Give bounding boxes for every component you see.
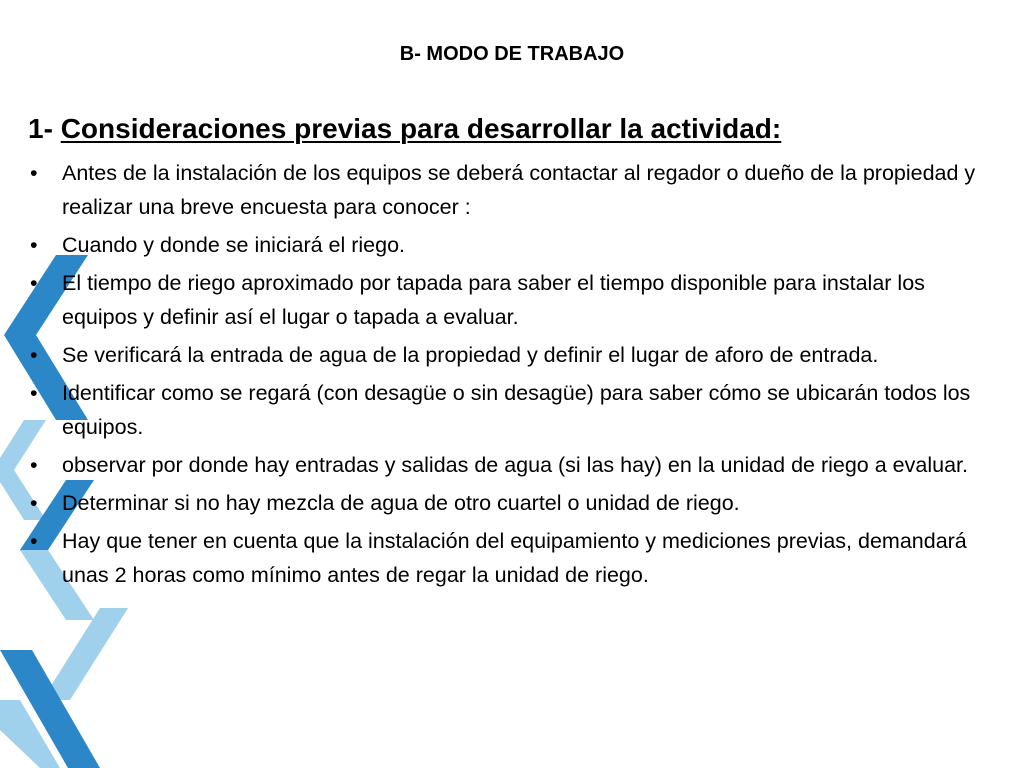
list-item xyxy=(28,266,1003,334)
list-item-text: Hay que tener en cuenta que la instalación del equipamiento y mediciones previas, demandará unas 2 horas como mínimo antes de regar la unidad de riego. xyxy=(62,529,967,587)
list-item-text: Se verificará la entrada de agua de la propiedad y definir el lugar de aforo de entrada. xyxy=(62,343,879,367)
slide-header-title: B- MODO DE TRABAJO xyxy=(399,43,625,65)
section-title-text: Consideraciones previas para desarrollar la actividad: xyxy=(60,113,782,144)
list-item-text: Antes de la instalación de los equipos se deberá contactar al regador o dueño de la propiedad y realizar una breve encuesta para conocer : xyxy=(62,161,976,219)
bullet-marker: • xyxy=(30,529,38,553)
bullet-marker: • xyxy=(30,491,38,515)
list-item-text: Cuando y donde se iniciará el riego. xyxy=(62,233,406,257)
list-item xyxy=(28,338,1003,372)
bullet-marker: • xyxy=(30,161,38,185)
section-heading xyxy=(28,111,781,147)
list-item xyxy=(28,156,1003,224)
bullet-marker: • xyxy=(30,381,38,405)
bullet-marker: • xyxy=(30,271,38,295)
list-item xyxy=(28,486,1003,520)
bullet-marker: • xyxy=(30,453,38,477)
list-item-text: observar por donde hay entradas y salidas de agua (si las hay) en la unidad de riego a evaluar. xyxy=(62,453,968,477)
bullet-list xyxy=(28,156,1003,596)
list-item-text: Identificar como se regará (con desagüe o sin desagüe) para saber cómo se ubicarán todos los equipos. xyxy=(62,381,971,439)
list-item-text: Determinar si no hay mezcla de agua de otro cuartel o unidad de riego. xyxy=(62,491,740,515)
list-item xyxy=(28,376,1003,444)
bullet-marker: • xyxy=(30,343,38,367)
list-item xyxy=(28,228,1003,262)
list-item xyxy=(28,448,1003,482)
list-item xyxy=(28,524,1003,592)
section-number: 1- xyxy=(28,113,61,144)
list-item-text: El tiempo de riego aproximado por tapada para saber el tiempo disponible para instalar los equipos y definir así el lugar o tapada a evaluar. xyxy=(62,271,925,329)
bullet-marker: • xyxy=(30,233,38,257)
